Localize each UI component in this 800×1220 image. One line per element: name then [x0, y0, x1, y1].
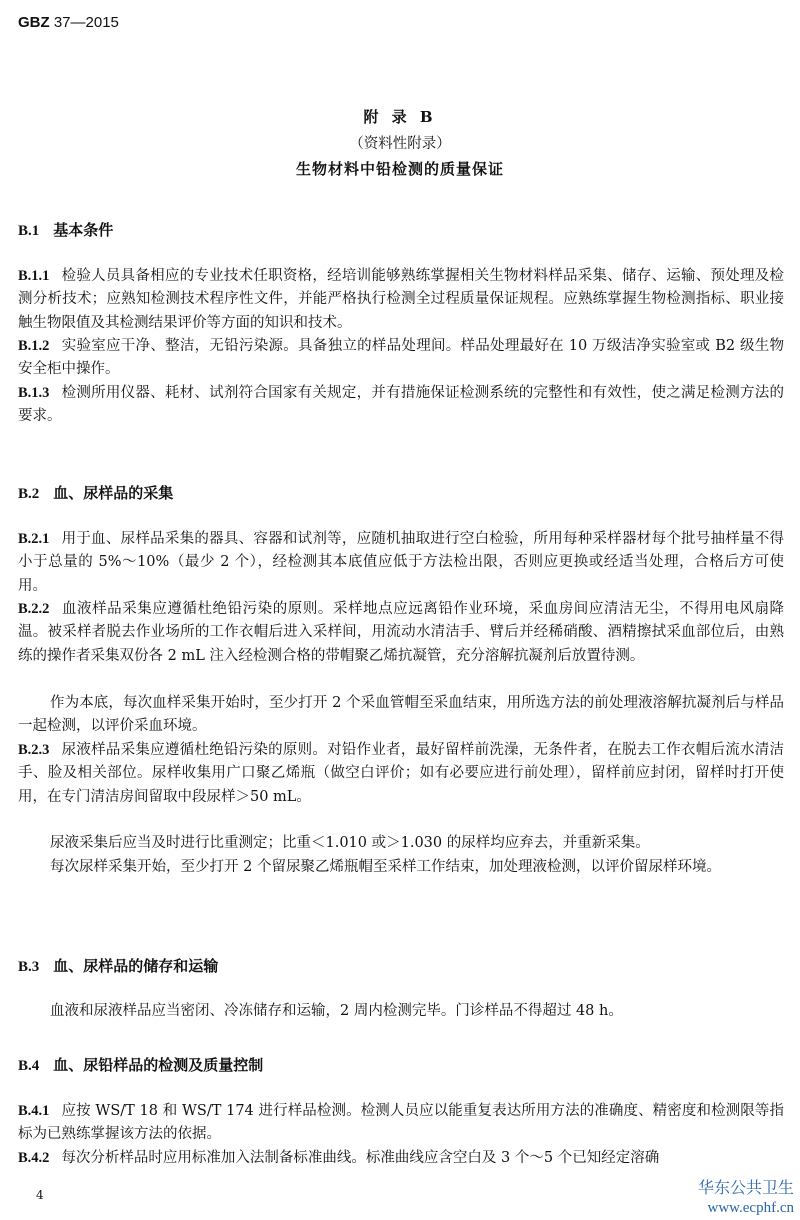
- clause-text: 检测所用仪器、耗材、试剂符合国家有关规定，并有措施保证检测系统的完整性和有效性，使之满足检测方法的要求。: [18, 385, 784, 425]
- paragraph-b-1-1: [18, 265, 784, 335]
- section-title: 血、尿样品的采集: [53, 484, 174, 502]
- section-heading-b4: [18, 1054, 263, 1075]
- appendix-title: 附 录 B: [363, 108, 437, 126]
- page-number: 4: [36, 1188, 44, 1202]
- clause-text: 应按 WS/T 18 和 WS/T 174 进行样品检测。检测人员应以能重复表达所用方法的准确度、精密度和检测限等指标为已熟练掌握该方法的依据。: [18, 1103, 784, 1143]
- clause-number: B.1.1: [18, 268, 50, 284]
- clause-number: B.4.2: [18, 1150, 50, 1166]
- appendix-heading: 生物材料中铅检测的质量保证: [295, 160, 504, 178]
- clause-text: 实验室应干净、整洁，无铅污染源。具备独立的样品处理间。样品处理最好在 10 万级洁净实验室或 B2 级生物安全柜中操作。: [18, 338, 784, 378]
- section-title: 基本条件: [53, 221, 114, 239]
- site-watermark: [698, 1178, 794, 1218]
- section-heading-b1: [18, 219, 113, 240]
- paragraph-b-2-3-blank: 每次尿样采集开始，至少打开 2 个留尿聚乙烯瓶帽至采样工作结束，加处理液检测，以评价留尿样环境。: [50, 859, 721, 875]
- paragraph-b-3: 血液和尿液样品应当密闭、冷冻储存和运输，2 周内检测完毕。门诊样品不得超过 48 h。: [50, 1003, 623, 1019]
- paragraph-b-1-2: [18, 335, 784, 382]
- standard-number: 37—2015: [53, 14, 119, 31]
- clause-text: 尿液样品采集应遵循杜绝铅污染的原则。对铅作业者，最好留样前洗澡，无条件者，在脱去工作衣帽后流水清洁手、脸及相关部位。尿样收集用广口聚乙烯瓶（做空白评价；如有必要应进行前处理），留样前应封闭，留样时打开使用，在专门清洁房间留取中段尿样＞50 mL。: [18, 742, 784, 805]
- section-heading-b2: [18, 482, 173, 503]
- paragraph-b-2-1: [18, 528, 784, 598]
- clause-text: 用于血、尿样品采集的器具、容器和试剂等，应随机抽取进行空白检验，所用每种采样器材每个批号抽样量不得小于总量的 5%～10%（最少 2 个），经检测其本底值应低于方法检出限，否则应更换或经适当处理，合格后方可使用。: [18, 531, 784, 594]
- clause-text: 检验人员具备相应的专业技术任职资格，经培训能够熟练掌握相关生物材料样品采集、储存、运输、预处理及检测分析技术；应熟知检测技术程序性文件，并能严格执行检测全过程质量保证规程。应熟练掌握生物检测指标、职业接触生物限值及其检测结果评价等方面的知识和技术。: [18, 268, 784, 331]
- paragraph-b-2-3-gravity: 尿液采集后应当及时进行比重测定；比重＜1.010 或＞1.030 的尿样均应弃去，并重新采集。: [50, 835, 650, 851]
- section-number: B.4: [18, 1058, 40, 1074]
- paragraph-b-4-1: [18, 1100, 784, 1147]
- section-title: 血、尿铅样品的检测及质量控制: [53, 1056, 264, 1074]
- paragraph-b-2-3: [18, 739, 784, 809]
- clause-text: 血液样品采集应遵循杜绝铅污染的原则。采样地点应远离铅作业环境，采血房间应清洁无尘，不得用电风扇降温。被采样者脱去作业场所的工作衣帽后进入采样间，用流动水清洁手、臂后并经稀硝酸、酒精擦拭采血部位后，由熟练的操作者采集双份各 2 mL 注入经检测合格的带帽聚乙烯抗凝管，充分溶解抗凝剂后放置待测。: [18, 601, 784, 664]
- clause-number: B.2.1: [18, 531, 50, 547]
- clause-number: B.2.3: [18, 742, 50, 758]
- appendix-subtitle: （资料性附录）: [349, 136, 451, 152]
- clause-number: B.2.2: [18, 601, 50, 617]
- section-number: B.2: [18, 486, 40, 502]
- section-number: B.1: [18, 223, 40, 239]
- clause-number: B.4.1: [18, 1103, 50, 1119]
- clause-number: B.1.3: [18, 385, 50, 401]
- watermark-name: 华东公共卫生: [697, 1178, 794, 1197]
- standard-code-header: [18, 14, 119, 31]
- section-title: 血、尿样品的储存和运输: [53, 957, 219, 975]
- clause-number: B.1.2: [18, 338, 50, 354]
- section-heading-b3: [18, 955, 218, 976]
- paragraph-b-1-3: [18, 382, 784, 429]
- paragraph-b-4-2: [18, 1147, 784, 1171]
- standard-prefix: GBZ: [18, 14, 50, 31]
- section-number: B.3: [18, 959, 40, 975]
- paragraph-b-2-2: [18, 598, 784, 668]
- paragraph-b-2-2-note: 作为本底，每次血样采集开始时，至少打开 2 个采血管帽至采血结束，用所选方法的前处理液溶解抗凝剂后与样品一起检测，以评价采血环境。: [18, 695, 784, 735]
- watermark-url: www.ecphf.cn: [707, 1200, 794, 1216]
- clause-text: 每次分析样品时应用标准加入法制备标准曲线。标准曲线应含空白及 3 个～5 个已知经定溶确: [61, 1150, 660, 1166]
